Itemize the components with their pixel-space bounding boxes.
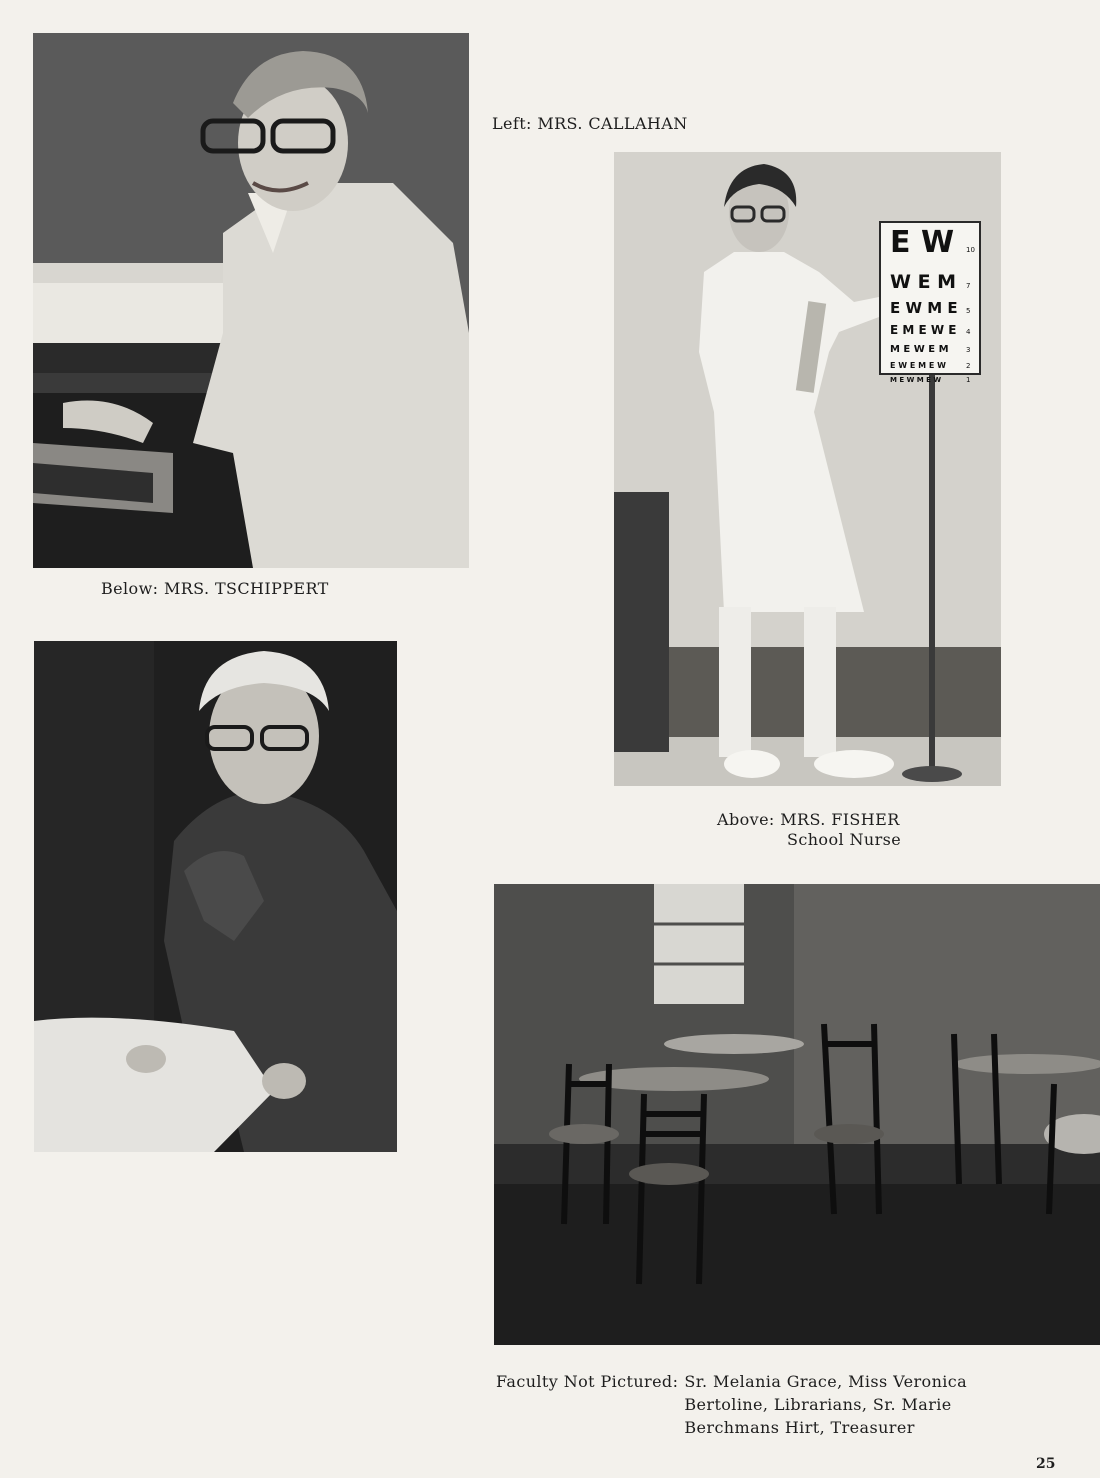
photo-dining-room [494, 884, 1100, 1345]
faculty-label: Faculty Not Pictured: [496, 1372, 679, 1391]
eye-chart-row: M E W E M [890, 344, 949, 355]
caption-fisher [717, 810, 901, 850]
eye-chart-row-number: 5 [966, 307, 971, 315]
photo-fisher [614, 152, 1001, 786]
caption-tschippert: Below: MRS. TSCHIPPERT [101, 579, 329, 598]
eye-chart-row-number: 3 [966, 346, 971, 354]
eye-chart-row: E W E M E W [890, 361, 946, 370]
faculty-names: Sr. Melania Grace, Miss Veronica Bertoline, Librarians, Sr. Marie Berchmans Hirt, Treasurer [684, 1372, 968, 1437]
eye-chart-row-number: 2 [966, 362, 971, 370]
eye-chart-row-number: 4 [966, 328, 971, 336]
eye-chart-row-number: 7 [966, 282, 971, 290]
eye-chart-row-number: 10 [966, 246, 975, 254]
page-number: 25 [1036, 1456, 1056, 1472]
photo-tschippert [34, 641, 397, 1152]
eye-chart-row: E W M E [890, 299, 958, 317]
caption-faculty-not-pictured [496, 1370, 1024, 1439]
eye-chart-row: E M E W E [890, 323, 957, 337]
eye-chart-row: M E W M E W [890, 376, 942, 384]
caption-fisher-name: Above: MRS. FISHER [717, 810, 900, 829]
photo-callahan [33, 33, 469, 568]
eye-chart-row: E W [890, 225, 955, 260]
eye-chart-row-number: 1 [966, 376, 971, 384]
eye-chart-row: W E M [890, 271, 957, 293]
caption-callahan: Left: MRS. CALLAHAN [492, 114, 688, 133]
caption-fisher-title: School Nurse [787, 830, 902, 849]
